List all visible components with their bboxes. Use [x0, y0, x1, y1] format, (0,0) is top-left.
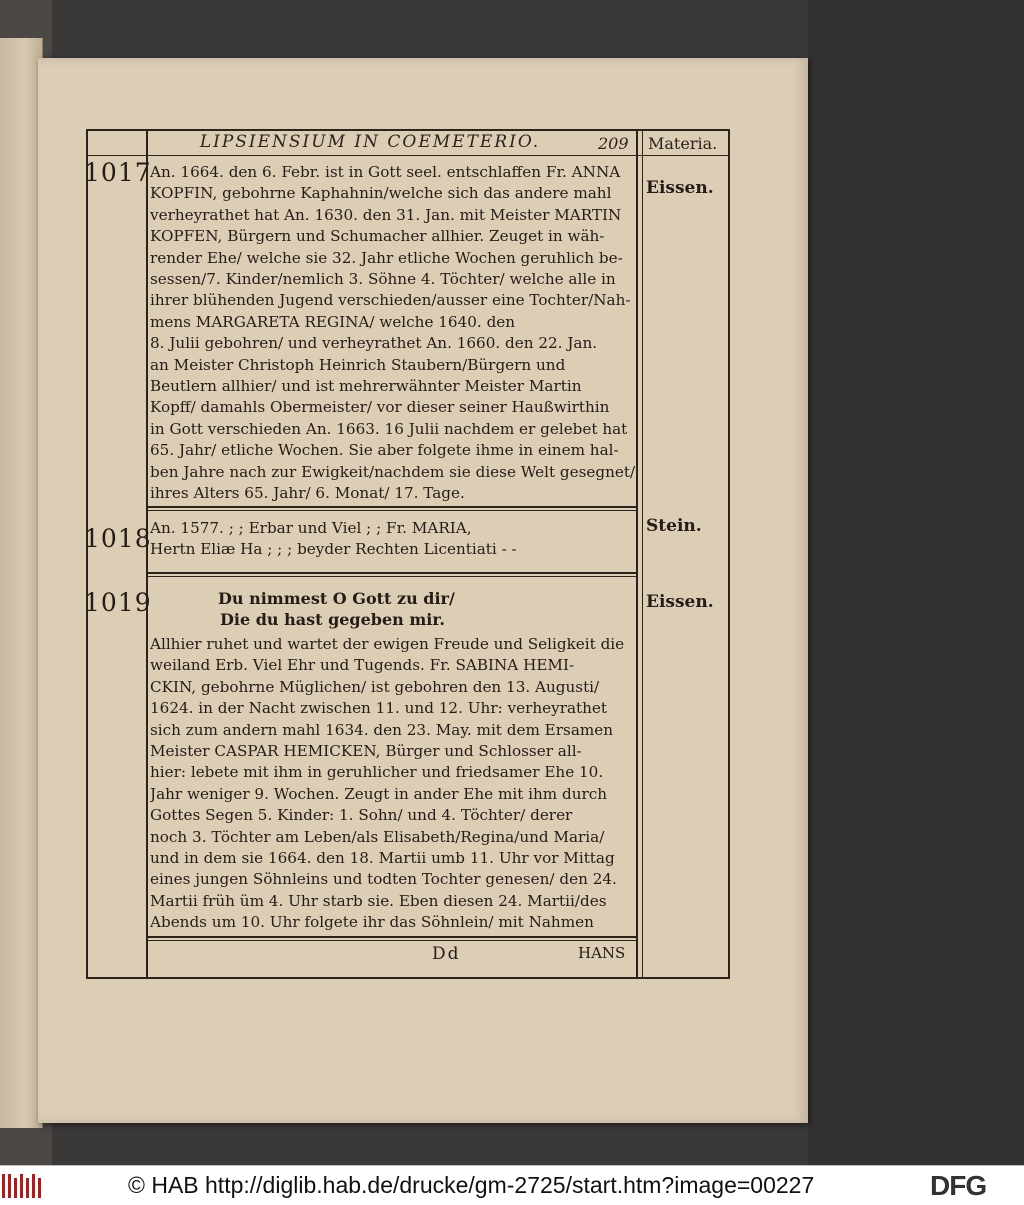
- entry-number: 1018: [84, 524, 152, 553]
- column-rule-right-double: [642, 129, 643, 977]
- text-line: An. 1664. den 6. Febr. ist in Gott seel. entschlaffen Fr. ANNA: [150, 163, 621, 181]
- column-rule-left: [146, 129, 148, 977]
- scan-background-right: [808, 0, 1024, 1165]
- text-line: 65. Jahr/ etliche Wochen. Sie aber folgete ihme in einem hal-: [150, 441, 619, 460]
- entry-divider-1b: [146, 510, 638, 511]
- text-line: verheyrathet hat An. 1630. den 31. Jan. mit Meister MARTIN: [150, 205, 622, 224]
- text-line: in Gott verschieden An. 1663. 16 Julii nachdem er gelebet hat: [150, 419, 628, 438]
- text-line: noch 3. Töchter am Leben/als Elisabeth/Regina/und Maria/: [150, 827, 605, 846]
- entry-divider-2b: [146, 576, 638, 577]
- viewer-footer: [0, 1165, 1024, 1205]
- text-line: ben Jahre nach zur Ewigkeit/nachdem sie diese Welt gesegnet/: [150, 462, 636, 481]
- text-line: ihrer blühenden Jugend verschieden/ausser eine Tochter/Nah-: [150, 291, 631, 310]
- entry-number: 1017: [84, 158, 152, 187]
- text-line: eines jungen Söhnleins und todten Tochter genesen/ den 24.: [150, 870, 617, 889]
- entry-material: Stein.: [646, 516, 702, 536]
- entry-text: [150, 162, 636, 505]
- previous-page-edge: [0, 38, 43, 1128]
- text-line: CKIN, gebohrne Müglichen/ ist gebohren den 13. Augusti/: [150, 677, 600, 696]
- signature-mark: Dd: [432, 944, 461, 964]
- text-line: weiland Erb. Viel Ehr und Tugends. Fr. SABINA HEMI-: [150, 656, 575, 675]
- text-line: Beutlern allhier/ und ist mehrerwähnter Meister Martin: [150, 377, 582, 396]
- text-line: Abends um 10. Uhr folgete ihr das Söhnlein/ mit Nahmen: [150, 913, 594, 932]
- entry-number: 1019: [84, 588, 152, 617]
- entry-divider-2: [146, 572, 638, 574]
- catchword: HANS: [578, 944, 626, 962]
- text-line: und in dem sie 1664. den 18. Martii umb 11. Uhr vor Mittag: [150, 849, 615, 868]
- text-line: 8. Julii gebohren/ und verheyrathet An. 1660. den 22. Jan.: [150, 334, 598, 353]
- entry-divider-1: [146, 506, 638, 508]
- materia-column-head: Materia.: [648, 134, 718, 153]
- text-line: an Meister Christoph Heinrich Staubern/Bürgern und: [150, 355, 566, 374]
- entry-divider-3: [146, 936, 638, 938]
- page-number: 209: [598, 134, 629, 153]
- text-line: Kopff/ damahls Obermeister/ vor dieser seiner Haußwirthin: [150, 398, 610, 417]
- text-line: Martii früh üm 4. Uhr starb sie. Eben diesen 24. Martii/des: [150, 891, 607, 910]
- header-rule: [88, 155, 728, 156]
- text-line: KOPFIN, gebohrne Kaphahnin/welche sich das andere mahl: [150, 184, 612, 203]
- text-line: sessen/7. Kinder/nemlich 3. Söhne 4. Töchter/ welche alle in: [150, 270, 616, 289]
- text-line: Meister CASPAR HEMICKEN, Bürger und Schlosser all-: [150, 742, 582, 761]
- entry-material: Eissen.: [646, 178, 714, 198]
- column-rule-right: [636, 129, 638, 977]
- entry-text: [150, 518, 636, 561]
- entry-poem: [218, 588, 455, 630]
- entry-material: Eissen.: [646, 592, 714, 612]
- text-line: Hertn Eliæ Ha ; ; ; beyder Rechten Licentiati - -: [150, 540, 517, 559]
- text-line: hier: lebete mit ihm in geruhlicher und friedsamer Ehe 10.: [150, 763, 604, 782]
- text-line: An. 1577. ; ; Erbar und Viel ; ; Fr. MARIA,: [150, 519, 472, 537]
- text-line: Jahr weniger 9. Wochen. Zeugt in ander Ehe mit ihm durch: [150, 784, 608, 803]
- dfg-logo: DFG: [930, 1170, 987, 1201]
- text-line: KOPFEN, Bürgern und Schumacher allhier. Zeuget in wäh-: [150, 227, 605, 246]
- text-line: mens MARGARETA REGINA/ welche 1640. den: [150, 312, 516, 331]
- text-line: ihres Alters 65. Jahr/ 6. Monat/ 17. Tage.: [150, 484, 465, 503]
- text-line: sich zum andern mahl 1634. den 23. May. mit dem Ersamen: [150, 720, 614, 739]
- text-line: Gottes Segen 5. Kinder: 1. Sohn/ und 4. Töchter/ derer: [150, 806, 573, 825]
- entry-text: [150, 634, 636, 934]
- poem-line: Die du hast gegeben mir.: [220, 610, 445, 629]
- text-line: render Ehe/ welche sie 32. Jahr etliche Wochen geruhlich be-: [150, 248, 623, 267]
- hab-logo-icon: [2, 1172, 46, 1200]
- text-line: 1624. in der Nacht zwischen 11. und 12. Uhr: verheyrathet: [150, 699, 607, 718]
- text-line: Allhier ruhet und wartet der ewigen Freude und Seligkeit die: [150, 635, 625, 653]
- entry-divider-3b: [146, 940, 638, 941]
- poem-line: Du nimmest O Gott zu dir/: [218, 589, 455, 608]
- copyright-link[interactable]: © HAB http://diglib.hab.de/drucke/gm-2725/start.htm?image=00227: [128, 1172, 815, 1198]
- running-head: LIPSIENSIUM IN COEMETERIO.: [199, 132, 541, 152]
